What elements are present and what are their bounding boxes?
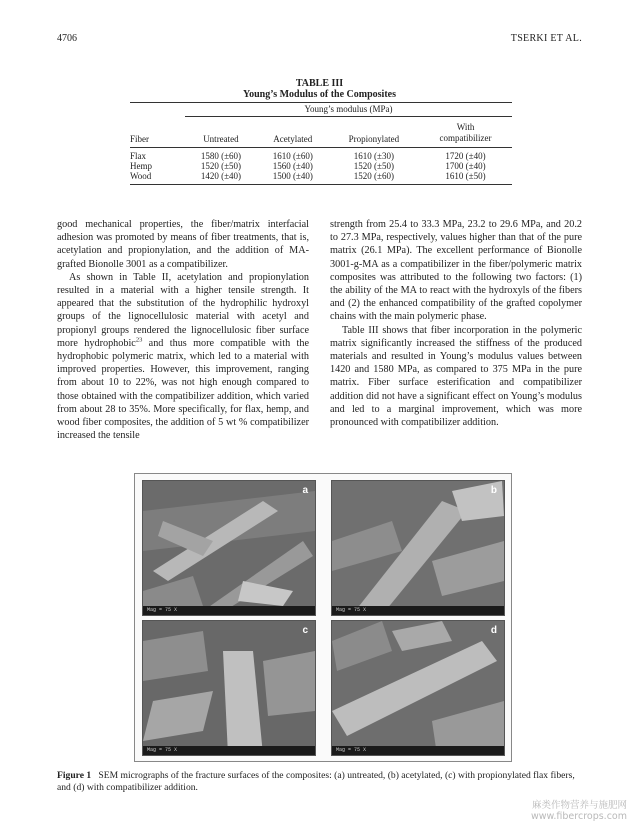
col-with-compatibilizer: With compatibilizer	[439, 122, 492, 143]
group-header: Young’s modulus (MPa)	[185, 103, 512, 117]
scale-bar: Mag = 75 X	[332, 606, 504, 615]
panel-letter: a	[302, 485, 308, 496]
panel-letter: b	[490, 485, 497, 496]
sem-panel-c	[142, 620, 316, 756]
sem-panel-b	[331, 480, 505, 616]
paragraph: good mechanical properties, the fiber/matrix interfacial adhesion was promoted by means of fiber treatments, that is, acetylation and propionylation, and the addition of MA-grafted Bionolle 3001 as a compatibilizer.	[57, 219, 309, 270]
table-row: Flax 1580 (±60) 1610 (±60) 1610 (±30) 1720 (±40)	[130, 151, 486, 161]
paragraph: strength from 25.4 to 33.3 MPa, 23.2 to 29.6 MPa, and 20.2 to 27.3 MPa, respectively, values higher than that of the pure matrix (26.1 MPa). The excellent performance of Bionolle 3001-g-MA as a compatibilizer in the fiber/polymeric matrix composites was attributed to the following two factors: (1) the ability of the MA to react with the hydroxyls of the fibers and (2) the enhanced compatibility of the grafted copolymer chains with the main polymeric phase.	[330, 219, 582, 323]
table-caption: Young’s Modulus of the Composites	[243, 89, 396, 100]
sem-panel-d	[331, 620, 505, 756]
sem-micrograph-image	[143, 621, 315, 755]
paragraph: Table III shows that fiber incorporation in the polymeric matrix significantly increased the stiffness of the produced materials and resulted in Young’s modulus values between 1420 and 1580 MPa, as compared to 375 MPa in the pure matrix. Fiber surface esterification and compatibilizer addition did not have a significant effect on Young’s modulus and led to a marginal improvement, which was more pronounced with compatibilizer addition.	[330, 324, 582, 429]
youngs-modulus-table	[130, 102, 512, 185]
figure-label: Figure 1	[57, 770, 92, 781]
scale-bar: Mag = 75 X	[332, 746, 504, 755]
figure-caption-text: SEM micrographs of the fracture surfaces of the composites: (a) untreated, (b) acetylated, (c) with propionylated flax fibers, and (d) with compatibilizer addition.	[57, 770, 575, 793]
running-title: TSERKI ET AL.	[510, 33, 582, 44]
table-row: Wood 1420 (±40) 1500 (±40) 1520 (±60) 1610 (±50)	[130, 171, 512, 185]
table-row: Hemp 1520 (±50) 1560 (±40) 1520 (±50) 1700 (±40)	[130, 161, 486, 171]
watermark: 麻类作物营养与施肥网 www.fibercrops.com	[530, 800, 627, 822]
body-column-left	[57, 218, 309, 442]
table-label: TABLE III	[295, 78, 344, 89]
figure-caption	[57, 770, 582, 794]
page-number: 4706	[57, 33, 77, 44]
paragraph: As shown in Table II, acetylation and propionylation resulted in a material with a higher tensile strength. It appeared that the substitution of the hydrophilic hydroxyl groups of the lignocellulosic material with acetyl and propionyl groups rendered the lignocellulosic fiber surface more hydrophobic$^{23}$ and thus more compatible with the hydrophobic polymeric matrix, which led to a material with improved properties. However, this improvement, ranging from about 10 to 22%, was not high enough compared to those obtained with the compatibilizer addition, which varied from about 28 to 35%. More specifically, for flax, hemp, and wood fiber composites, the addition of 5 wt % compatibilizer increased the tensile	[57, 271, 309, 442]
panel-letter: d	[490, 625, 497, 636]
sem-micrograph-image	[143, 481, 315, 615]
sem-micrograph-image	[332, 481, 504, 615]
scale-bar: Mag = 75 X	[143, 746, 315, 755]
panel-letter: c	[302, 625, 308, 636]
scale-bar: Mag = 75 X	[143, 606, 315, 615]
col-untreated: Untreated	[203, 134, 239, 144]
body-column-right	[330, 218, 582, 429]
col-fiber: Fiber	[130, 134, 149, 144]
col-propionylated: Propionylated	[348, 134, 400, 144]
sem-micrograph-image	[332, 621, 504, 755]
col-acetylated: Acetylated	[273, 134, 313, 144]
sem-figure	[134, 473, 512, 762]
sem-panel-a	[142, 480, 316, 616]
